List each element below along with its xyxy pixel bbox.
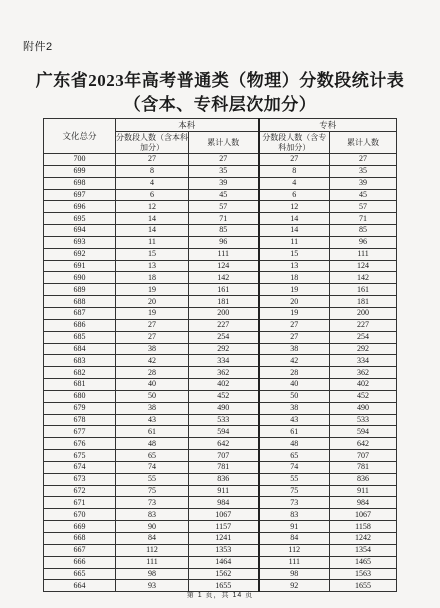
table-row bbox=[44, 426, 397, 438]
cell-junior-cumulative: 200 bbox=[330, 307, 397, 319]
cell-junior-cumulative: 254 bbox=[330, 331, 397, 343]
cell-total-score: 687 bbox=[44, 307, 116, 319]
cell-undergrad-cumulative: 1241 bbox=[189, 533, 259, 545]
table-row bbox=[44, 402, 397, 414]
header-undergrad-cumulative: 累计人数 bbox=[189, 132, 259, 154]
cell-junior-cumulative: 292 bbox=[330, 343, 397, 355]
header-undergrad: 本科 bbox=[116, 119, 259, 132]
cell-junior-cumulative: 1158 bbox=[330, 521, 397, 533]
cell-junior-cumulative: 181 bbox=[330, 296, 397, 308]
cell-undergrad-count: 65 bbox=[116, 450, 189, 462]
cell-junior-cumulative: 1067 bbox=[330, 509, 397, 521]
cell-undergrad-count: 38 bbox=[116, 402, 189, 414]
cell-undergrad-count: 73 bbox=[116, 497, 189, 509]
cell-undergrad-count: 12 bbox=[116, 201, 189, 213]
cell-undergrad-cumulative: 402 bbox=[189, 379, 259, 391]
cell-junior-cumulative: 402 bbox=[330, 379, 397, 391]
cell-undergrad-count: 43 bbox=[116, 414, 189, 426]
cell-undergrad-cumulative: 490 bbox=[189, 402, 259, 414]
cell-undergrad-count: 11 bbox=[116, 236, 189, 248]
cell-junior-cumulative: 227 bbox=[330, 319, 397, 331]
cell-junior-count: 11 bbox=[259, 236, 330, 248]
cell-undergrad-count: 38 bbox=[116, 343, 189, 355]
cell-junior-cumulative: 836 bbox=[330, 473, 397, 485]
cell-junior-count: 27 bbox=[259, 154, 330, 166]
cell-total-score: 682 bbox=[44, 367, 116, 379]
cell-junior-count: 14 bbox=[259, 213, 330, 225]
cell-total-score: 693 bbox=[44, 236, 116, 248]
cell-undergrad-count: 8 bbox=[116, 165, 189, 177]
cell-undergrad-cumulative: 707 bbox=[189, 450, 259, 462]
cell-total-score: 689 bbox=[44, 284, 116, 296]
cell-total-score: 675 bbox=[44, 450, 116, 462]
table-row bbox=[44, 556, 397, 568]
table-row bbox=[44, 307, 397, 319]
cell-junior-count: 74 bbox=[259, 461, 330, 473]
cell-total-score: 670 bbox=[44, 509, 116, 521]
cell-undergrad-count: 27 bbox=[116, 154, 189, 166]
cell-undergrad-cumulative: 292 bbox=[189, 343, 259, 355]
cell-junior-count: 61 bbox=[259, 426, 330, 438]
cell-junior-count: 43 bbox=[259, 414, 330, 426]
cell-total-score: 691 bbox=[44, 260, 116, 272]
table-row bbox=[44, 154, 397, 166]
cell-undergrad-cumulative: 96 bbox=[189, 236, 259, 248]
cell-undergrad-cumulative: 362 bbox=[189, 367, 259, 379]
table-row bbox=[44, 296, 397, 308]
table-row bbox=[44, 177, 397, 189]
cell-total-score: 673 bbox=[44, 473, 116, 485]
cell-junior-cumulative: 490 bbox=[330, 402, 397, 414]
table-row bbox=[44, 485, 397, 497]
cell-undergrad-cumulative: 1464 bbox=[189, 556, 259, 568]
cell-junior-count: 14 bbox=[259, 225, 330, 237]
cell-junior-count: 50 bbox=[259, 390, 330, 402]
cell-junior-count: 55 bbox=[259, 473, 330, 485]
cell-undergrad-count: 48 bbox=[116, 438, 189, 450]
cell-junior-cumulative: 111 bbox=[330, 248, 397, 260]
cell-undergrad-count: 6 bbox=[116, 189, 189, 201]
cell-junior-cumulative: 27 bbox=[330, 154, 397, 166]
cell-junior-cumulative: 45 bbox=[330, 189, 397, 201]
cell-junior-cumulative: 911 bbox=[330, 485, 397, 497]
cell-junior-count: 8 bbox=[259, 165, 330, 177]
cell-undergrad-count: 42 bbox=[116, 355, 189, 367]
table-row bbox=[44, 331, 397, 343]
header-total-score: 文化总分 bbox=[44, 119, 116, 154]
cell-undergrad-cumulative: 200 bbox=[189, 307, 259, 319]
cell-undergrad-cumulative: 35 bbox=[189, 165, 259, 177]
cell-undergrad-cumulative: 533 bbox=[189, 414, 259, 426]
cell-junior-cumulative: 707 bbox=[330, 450, 397, 462]
cell-undergrad-count: 83 bbox=[116, 509, 189, 521]
cell-undergrad-cumulative: 1562 bbox=[189, 568, 259, 580]
cell-total-score: 666 bbox=[44, 556, 116, 568]
cell-total-score: 694 bbox=[44, 225, 116, 237]
cell-total-score: 677 bbox=[44, 426, 116, 438]
cell-junior-cumulative: 984 bbox=[330, 497, 397, 509]
table-row bbox=[44, 533, 397, 545]
cell-total-score: 678 bbox=[44, 414, 116, 426]
cell-undergrad-cumulative: 161 bbox=[189, 284, 259, 296]
cell-total-score: 669 bbox=[44, 521, 116, 533]
cell-total-score: 676 bbox=[44, 438, 116, 450]
cell-junior-cumulative: 161 bbox=[330, 284, 397, 296]
cell-undergrad-count: 112 bbox=[116, 544, 189, 556]
cell-undergrad-cumulative: 181 bbox=[189, 296, 259, 308]
cell-undergrad-count: 27 bbox=[116, 319, 189, 331]
table-row bbox=[44, 461, 397, 473]
table-row bbox=[44, 497, 397, 509]
cell-junior-count: 40 bbox=[259, 379, 330, 391]
cell-undergrad-cumulative: 45 bbox=[189, 189, 259, 201]
table-row bbox=[44, 390, 397, 402]
cell-total-score: 672 bbox=[44, 485, 116, 497]
cell-junior-cumulative: 594 bbox=[330, 426, 397, 438]
cell-undergrad-count: 19 bbox=[116, 284, 189, 296]
table-row bbox=[44, 509, 397, 521]
cell-junior-cumulative: 85 bbox=[330, 225, 397, 237]
cell-undergrad-count: 20 bbox=[116, 296, 189, 308]
cell-junior-count: 91 bbox=[259, 521, 330, 533]
cell-undergrad-count: 74 bbox=[116, 461, 189, 473]
header-junior-count: 分数段人数（含专科加分） bbox=[259, 132, 330, 154]
cell-junior-count: 75 bbox=[259, 485, 330, 497]
table-row bbox=[44, 473, 397, 485]
cell-undergrad-cumulative: 1157 bbox=[189, 521, 259, 533]
table-row bbox=[44, 248, 397, 260]
cell-undergrad-cumulative: 124 bbox=[189, 260, 259, 272]
cell-undergrad-cumulative: 27 bbox=[189, 154, 259, 166]
table-row bbox=[44, 568, 397, 580]
cell-junior-count: 38 bbox=[259, 402, 330, 414]
cell-undergrad-count: 40 bbox=[116, 379, 189, 391]
cell-junior-cumulative: 1655 bbox=[330, 580, 397, 592]
cell-junior-count: 12 bbox=[259, 201, 330, 213]
table-row bbox=[44, 450, 397, 462]
cell-junior-count: 111 bbox=[259, 556, 330, 568]
cell-undergrad-cumulative: 452 bbox=[189, 390, 259, 402]
cell-undergrad-count: 111 bbox=[116, 556, 189, 568]
cell-undergrad-cumulative: 1353 bbox=[189, 544, 259, 556]
cell-undergrad-cumulative: 85 bbox=[189, 225, 259, 237]
cell-junior-count: 6 bbox=[259, 189, 330, 201]
score-distribution-table bbox=[43, 118, 397, 592]
cell-total-score: 690 bbox=[44, 272, 116, 284]
cell-undergrad-cumulative: 39 bbox=[189, 177, 259, 189]
cell-undergrad-cumulative: 1655 bbox=[189, 580, 259, 592]
table-row bbox=[44, 189, 397, 201]
cell-total-score: 688 bbox=[44, 296, 116, 308]
header-junior-cumulative: 累计人数 bbox=[330, 132, 397, 154]
cell-junior-count: 18 bbox=[259, 272, 330, 284]
cell-junior-cumulative: 71 bbox=[330, 213, 397, 225]
cell-total-score: 696 bbox=[44, 201, 116, 213]
cell-undergrad-cumulative: 254 bbox=[189, 331, 259, 343]
cell-undergrad-cumulative: 836 bbox=[189, 473, 259, 485]
cell-total-score: 697 bbox=[44, 189, 116, 201]
cell-total-score: 685 bbox=[44, 331, 116, 343]
cell-total-score: 681 bbox=[44, 379, 116, 391]
table-row bbox=[44, 225, 397, 237]
cell-junior-count: 27 bbox=[259, 331, 330, 343]
cell-undergrad-count: 75 bbox=[116, 485, 189, 497]
document-subtitle: （含本、专科层次加分） bbox=[123, 95, 317, 114]
cell-junior-cumulative: 452 bbox=[330, 390, 397, 402]
table-row bbox=[44, 165, 397, 177]
cell-total-score: 667 bbox=[44, 544, 116, 556]
cell-undergrad-count: 98 bbox=[116, 568, 189, 580]
cell-junior-count: 98 bbox=[259, 568, 330, 580]
table-row bbox=[44, 367, 397, 379]
cell-undergrad-count: 14 bbox=[116, 225, 189, 237]
cell-total-score: 668 bbox=[44, 533, 116, 545]
cell-total-score: 695 bbox=[44, 213, 116, 225]
cell-junior-cumulative: 57 bbox=[330, 201, 397, 213]
table-row bbox=[44, 260, 397, 272]
cell-junior-cumulative: 39 bbox=[330, 177, 397, 189]
cell-junior-cumulative: 35 bbox=[330, 165, 397, 177]
cell-undergrad-cumulative: 781 bbox=[189, 461, 259, 473]
cell-junior-count: 27 bbox=[259, 319, 330, 331]
cell-junior-count: 4 bbox=[259, 177, 330, 189]
cell-undergrad-cumulative: 111 bbox=[189, 248, 259, 260]
cell-total-score: 684 bbox=[44, 343, 116, 355]
cell-undergrad-count: 4 bbox=[116, 177, 189, 189]
cell-junior-cumulative: 781 bbox=[330, 461, 397, 473]
cell-total-score: 664 bbox=[44, 580, 116, 592]
cell-junior-count: 48 bbox=[259, 438, 330, 450]
cell-junior-count: 19 bbox=[259, 284, 330, 296]
table-row bbox=[44, 544, 397, 556]
table-row bbox=[44, 343, 397, 355]
cell-total-score: 686 bbox=[44, 319, 116, 331]
cell-undergrad-cumulative: 984 bbox=[189, 497, 259, 509]
cell-junior-count: 73 bbox=[259, 497, 330, 509]
cell-junior-cumulative: 1563 bbox=[330, 568, 397, 580]
cell-junior-count: 65 bbox=[259, 450, 330, 462]
cell-undergrad-count: 27 bbox=[116, 331, 189, 343]
table-row bbox=[44, 438, 397, 450]
cell-undergrad-count: 19 bbox=[116, 307, 189, 319]
cell-undergrad-cumulative: 142 bbox=[189, 272, 259, 284]
cell-total-score: 692 bbox=[44, 248, 116, 260]
cell-total-score: 683 bbox=[44, 355, 116, 367]
cell-junior-cumulative: 1242 bbox=[330, 533, 397, 545]
cell-junior-cumulative: 142 bbox=[330, 272, 397, 284]
table-row bbox=[44, 319, 397, 331]
cell-junior-count: 13 bbox=[259, 260, 330, 272]
table-row bbox=[44, 414, 397, 426]
header-junior: 专科 bbox=[259, 119, 397, 132]
cell-total-score: 698 bbox=[44, 177, 116, 189]
cell-junior-count: 92 bbox=[259, 580, 330, 592]
cell-undergrad-count: 93 bbox=[116, 580, 189, 592]
cell-undergrad-cumulative: 1067 bbox=[189, 509, 259, 521]
cell-total-score: 674 bbox=[44, 461, 116, 473]
page-footer: 第 1 页，共 14 页 bbox=[186, 592, 254, 599]
cell-junior-cumulative: 533 bbox=[330, 414, 397, 426]
cell-undergrad-cumulative: 334 bbox=[189, 355, 259, 367]
cell-total-score: 700 bbox=[44, 154, 116, 166]
cell-junior-count: 15 bbox=[259, 248, 330, 260]
cell-undergrad-count: 84 bbox=[116, 533, 189, 545]
table-row bbox=[44, 272, 397, 284]
cell-junior-cumulative: 362 bbox=[330, 367, 397, 379]
cell-junior-count: 84 bbox=[259, 533, 330, 545]
cell-junior-cumulative: 1465 bbox=[330, 556, 397, 568]
cell-undergrad-cumulative: 227 bbox=[189, 319, 259, 331]
cell-junior-cumulative: 124 bbox=[330, 260, 397, 272]
cell-undergrad-count: 28 bbox=[116, 367, 189, 379]
table-row bbox=[44, 213, 397, 225]
cell-undergrad-count: 50 bbox=[116, 390, 189, 402]
table-row bbox=[44, 236, 397, 248]
cell-total-score: 665 bbox=[44, 568, 116, 580]
cell-junior-count: 112 bbox=[259, 544, 330, 556]
table-row bbox=[44, 201, 397, 213]
cell-undergrad-cumulative: 642 bbox=[189, 438, 259, 450]
cell-junior-count: 19 bbox=[259, 307, 330, 319]
cell-undergrad-cumulative: 594 bbox=[189, 426, 259, 438]
cell-junior-count: 42 bbox=[259, 355, 330, 367]
header-undergrad-count: 分数段人数（含本科加分） bbox=[116, 133, 188, 152]
cell-junior-cumulative: 96 bbox=[330, 236, 397, 248]
table-row bbox=[44, 521, 397, 533]
cell-undergrad-count: 55 bbox=[116, 473, 189, 485]
cell-undergrad-count: 13 bbox=[116, 260, 189, 272]
table-row bbox=[44, 379, 397, 391]
cell-undergrad-cumulative: 911 bbox=[189, 485, 259, 497]
cell-undergrad-count: 61 bbox=[116, 426, 189, 438]
cell-junior-count: 20 bbox=[259, 296, 330, 308]
cell-junior-cumulative: 334 bbox=[330, 355, 397, 367]
cell-undergrad-cumulative: 57 bbox=[189, 201, 259, 213]
annex-label: 附件2 bbox=[23, 41, 53, 53]
cell-total-score: 671 bbox=[44, 497, 116, 509]
cell-total-score: 680 bbox=[44, 390, 116, 402]
cell-junior-cumulative: 1354 bbox=[330, 544, 397, 556]
cell-junior-count: 28 bbox=[259, 367, 330, 379]
cell-junior-cumulative: 642 bbox=[330, 438, 397, 450]
cell-undergrad-count: 90 bbox=[116, 521, 189, 533]
cell-junior-count: 38 bbox=[259, 343, 330, 355]
table-row bbox=[44, 355, 397, 367]
cell-undergrad-count: 18 bbox=[116, 272, 189, 284]
cell-undergrad-cumulative: 71 bbox=[189, 213, 259, 225]
cell-total-score: 679 bbox=[44, 402, 116, 414]
table-row bbox=[44, 284, 397, 296]
cell-total-score: 699 bbox=[44, 165, 116, 177]
cell-undergrad-count: 15 bbox=[116, 248, 189, 260]
cell-junior-count: 83 bbox=[259, 509, 330, 521]
document-title: 广东省2023年高考普通类（物理）分数段统计表 bbox=[35, 71, 405, 90]
cell-undergrad-count: 14 bbox=[116, 213, 189, 225]
